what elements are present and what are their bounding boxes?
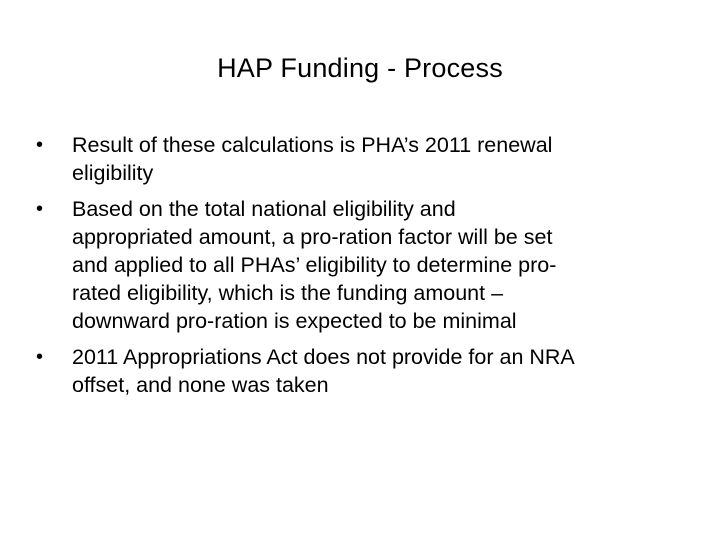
bullet-item: [36, 343, 696, 399]
bullet-text-line: 2011 Appropriations Act does not provide for an NRA: [72, 345, 575, 369]
bullet-text-line: downward pro-ration is expected to be minimal: [72, 309, 517, 333]
bullet-icon: •: [36, 134, 44, 156]
bullet-list: [36, 131, 696, 407]
bullet-text-line: Result of these calculations is PHA’s 2011 renewal: [72, 133, 553, 157]
bullet-text-line: appropriated amount, a pro-ration factor will be set: [72, 225, 553, 249]
bullet-text-line: offset, and none was taken: [72, 373, 329, 397]
bullet-item: [36, 195, 696, 335]
bullet-text-line: eligibility: [72, 161, 154, 185]
bullet-icon: •: [36, 346, 44, 368]
slide-title: HAP Funding - Process: [217, 53, 503, 83]
bullet-text-line: Based on the total national eligibility and: [72, 197, 456, 221]
bullet-item: [36, 131, 696, 187]
bullet-icon: •: [36, 198, 44, 220]
bullet-text-line: and applied to all PHAs’ eligibility to determine pro-: [72, 253, 557, 277]
bullet-text-line: rated eligibility, which is the funding amount –: [72, 281, 504, 305]
